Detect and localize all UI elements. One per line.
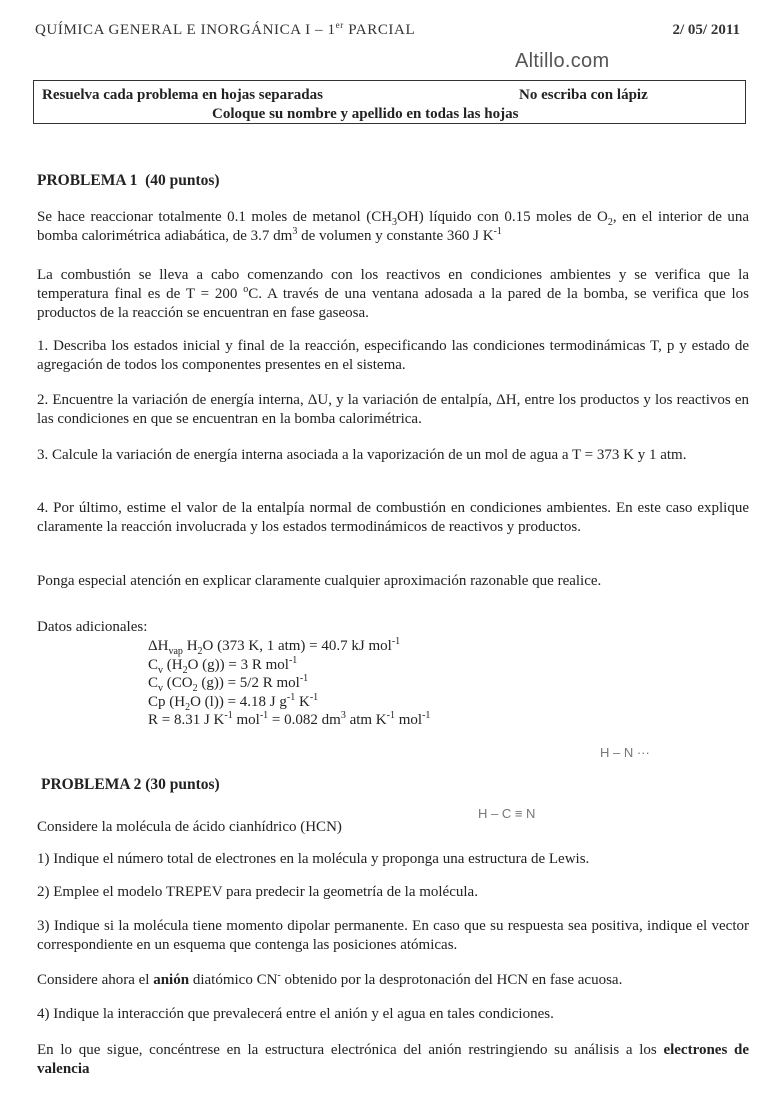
additional-data-list (148, 637, 430, 730)
data-cp-liquid-water: Cp ($H_2O$ (l)) = 4.18 J $g^{-1}$ $K^{-1}$ (148, 691, 319, 713)
data-cv-water: $C_v$ ($H_2O$ (g)) = 3 R mol$^{-1}$ (148, 654, 298, 676)
problem-2-anion: Considere ahora el anión diatómico CN- obtenido por la desprotonación del HCN en fase acuosa. (37, 970, 623, 988)
problem-1-note: Ponga especial atención en explicar claramente cualquier aproximación razonable que realice. (37, 573, 602, 589)
instructions-box (33, 80, 746, 124)
watermark: Altillo.com (515, 50, 610, 72)
problem-1-context: La combustión se lleva a cabo comenzando con los reactivos en condiciones ambientes y se verifica que la temperatura final es de T = 200 $^o$C. A través de una ventana adosada a la pared de la bomba, se verifica que los productos de la reacción se encuentran en fase gaseosa. (37, 267, 749, 321)
problem-1-question-4: 4. Por último, estime el valor de la entalpía normal de combustión en condiciones ambientes. En este caso explique claramente la reacción involucrada y los estados termodinámicos de reactivos y productos. (37, 500, 749, 535)
problem-1-intro: Se hace reaccionar totalmente 0.1 moles de metanol $(CH_3OH)$ líquido con 0.15 moles de $O_2$, en el interior de una bomba calorimétrica adiabática, de 3.7 $dm^3$ de volumen y constante 360 J $K^{-1}$ (37, 209, 750, 244)
additional-data-title: Datos adicionales: (37, 619, 148, 635)
instruction-name: Coloque su nombre y apellido en todas las hojas (212, 106, 519, 122)
problem-2-question-4: 4) Indique la interacción que prevalecerá entre el anión y el agua en tales condiciones. (37, 1006, 554, 1022)
instruction-no-pencil: No escriba con lápiz (519, 87, 648, 103)
problem-2-final: En lo que sigue, concéntrese en la estructura electrónica del anión restringiendo su análisis a los electrones de valencia (37, 1042, 749, 1077)
exam-date: 2/ 05/ 2011 (672, 22, 740, 38)
problem-1-title: PROBLEMA 1 (40 puntos) (37, 172, 220, 189)
problem-2-question-3: 3) Indique si la molécula tiene momento dipolar permanente. En caso que su respuesta sea positiva, indique el vector correspondiente en un esquema que contenga las posiciones atómicas. (37, 918, 749, 953)
problem-2-question-2: 2) Emplee el modelo TREPEV para predecir la geometría de la molécula. (37, 884, 478, 900)
data-enthalpy-vaporization: $\Delta H_{vap}$ $H_2O$ (373 K, 1 atm) = 40.7 kJ mol$^{-1}$ (148, 636, 401, 657)
problem-2-intro: Considere la molécula de ácido cianhídrico (HCN) (37, 819, 342, 835)
instruction-separate-sheets: Resuelva cada problema en hojas separadas (42, 87, 323, 103)
problem-2-question-1: 1) Indique el número total de electrones en la molécula y proponga una estructura de Lewis. (37, 851, 590, 867)
problem-1-question-1: 1. Describa los estados inicial y final de la reacción, especificando las condiciones termodinámicas T, p y estado de agregación de todos los componentes presentes en el sistema. (37, 338, 749, 373)
problem-1-question-3: 3. Calcule la variación de energía interna asociada a la vaporización de un mol de agua a T = 373 K y 1 atm. (37, 447, 687, 463)
handwritten-note-2: H – C ≡ N (478, 806, 536, 821)
data-cv-co2: $C_v$ ($CO_2$ (g)) = 5/2 R mol$^{-1}$ (148, 673, 309, 694)
problem-2-title: PROBLEMA 2 (30 puntos) (41, 776, 220, 793)
exam-title: QUÍMICA GENERAL E INORGÁNICA I – 1er PARCIAL (35, 20, 416, 38)
data-gas-constant: R = 8.31 J $K^{-1}$ mol$^{-1}$ = 0.082 $dm^3$ atm $K^{-1}$ mol$^{-1}$ (148, 710, 431, 728)
handwritten-note-1: H – N ··· (600, 745, 650, 760)
problem-1-question-2: 2. Encuentre la variación de energía interna, ΔU, y la variación de entalpía, ΔH, entre los productos y los reactivos en las condiciones en que se encuentran en la bomba calorimétrica. (37, 392, 749, 427)
